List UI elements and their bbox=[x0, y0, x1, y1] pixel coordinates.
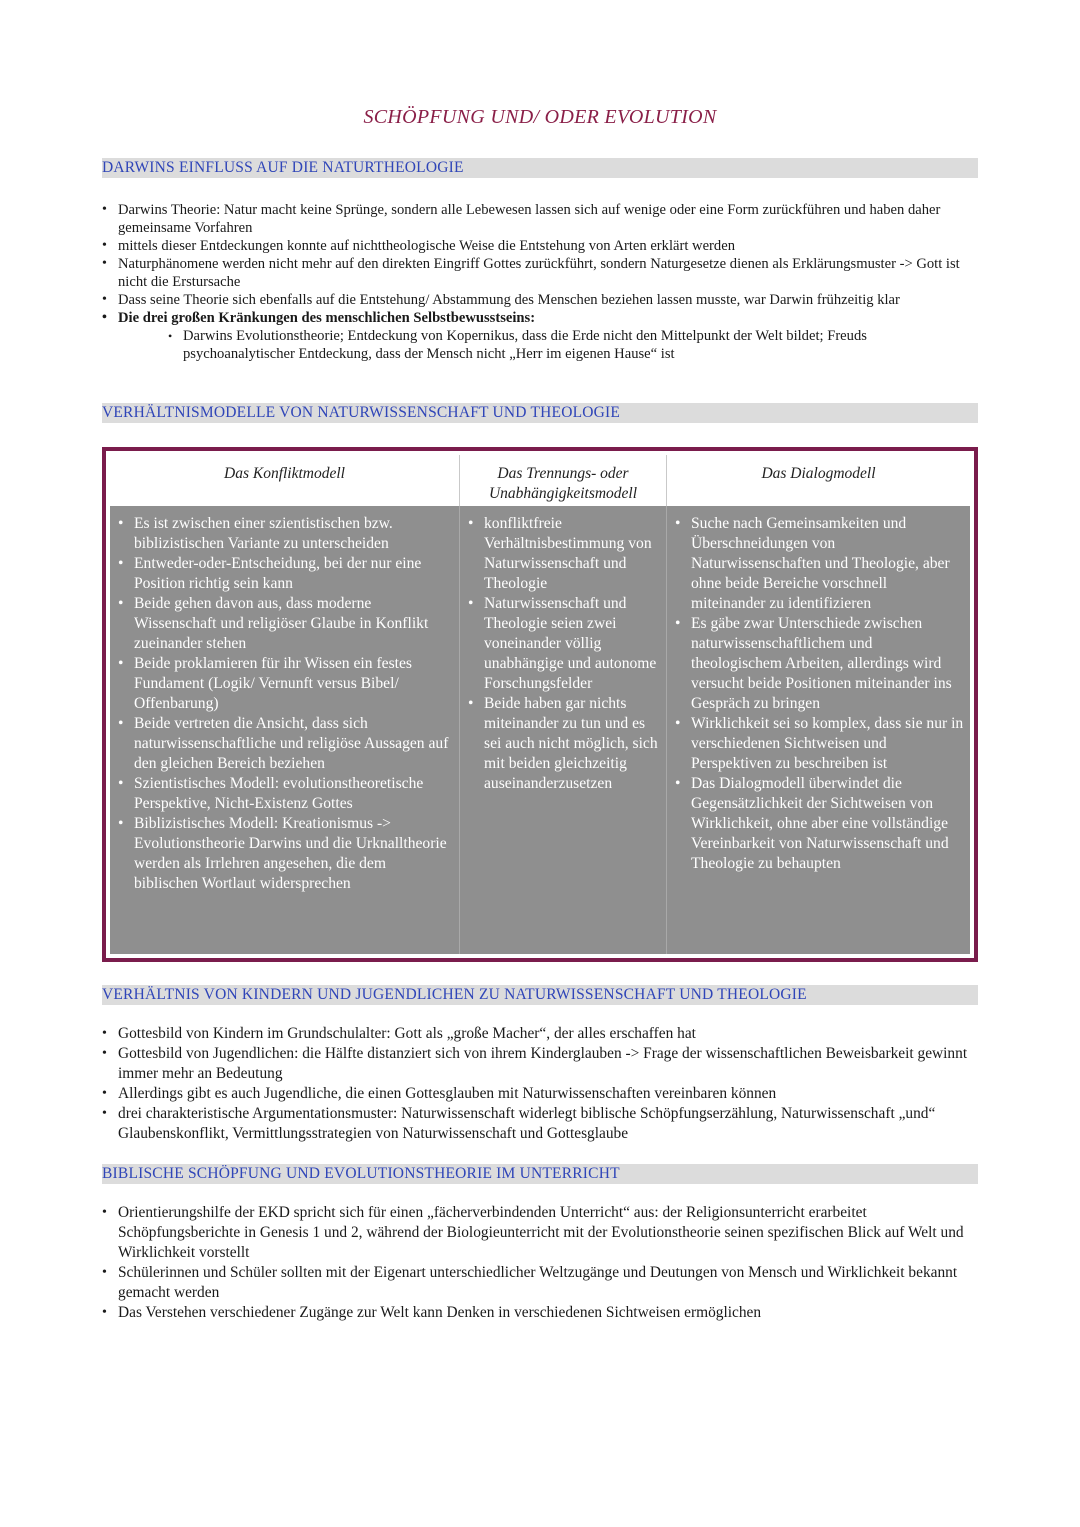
list-item: • mittels dieser Entdeckungen konnte auf nichttheologische Weise die Entstehung von Arten erklärt werden bbox=[102, 237, 978, 255]
cell-dialog-model bbox=[667, 506, 970, 954]
list-item: • Das Dialogmodell überwindet die Gegensätzlichkeit der Sichtweisen von Wirklichkeit, ohne aber eine vollständige Vereinbarkeit von Naturwissenschaft und Theologie zu behaupten bbox=[673, 774, 964, 874]
header-conflict-model: Das Konfliktmodell bbox=[110, 455, 460, 506]
list-item: • Wirklichkeit sei so komplex, dass sie nur in verschiedenen Sichtweisen und Perspektiven zu beschreiben ist bbox=[673, 714, 964, 774]
list-item: • Beide proklamieren für ihr Wissen ein festes Fundament (Logik/ Vernunft versus Bibel/ Offenbarung) bbox=[116, 654, 453, 714]
list-item: • Entweder-oder-Entscheidung, bei der nur eine Position richtig sein kann bbox=[116, 554, 453, 594]
page-title: SCHÖPFUNG UND/ ODER EVOLUTION bbox=[363, 106, 717, 128]
list-item: • Naturphänomene werden nicht mehr auf den direkten Eingriff Gottes zurückführt, sondern Naturgesetze dienen als Erklärungsmuster -> Gott ist nicht die Erstursache bbox=[102, 255, 978, 291]
list-item: • Gottesbild von Kindern im Grundschulalter: Gott als „große Macher“, der alles erschaffen hat bbox=[102, 1024, 978, 1044]
list-item: • Orientierungshilfe der EKD spricht sich für einen „fächerverbindenden Unterricht“ aus: der Religionsunterricht erarbeitet Schöpfungsberichte in Genesis 1 und 2, während der Biologieunterricht mit der Evolutionstheorie seinen spezifischen Blick auf Welt und Wirklichkeit vorstellt bbox=[102, 1203, 978, 1263]
sub-bullet-list bbox=[118, 327, 978, 363]
list-item: • Schülerinnen und Schüler sollten mit der Eigenart unterschiedlicher Weltzugänge und Deutungen von Mensch und Wirklichkeit bekannt gemacht werden bbox=[102, 1263, 978, 1303]
list-item: • Beide vertreten die Ansicht, dass sich naturwissenschaftliche und religiöse Aussagen auf den gleichen Bereich beziehen bbox=[116, 714, 453, 774]
list-item: • Allerdings gibt es auch Jugendliche, die einen Gottesglauben mit Naturwissenschaften vereinbaren können bbox=[102, 1084, 978, 1104]
list-item: • Dass seine Theorie sich ebenfalls auf die Entstehung/ Abstammung des Menschen beziehen lassen musste, war Darwin frühzeitig klar bbox=[102, 291, 978, 309]
section-heading-youth: VERHÄLTNIS VON KINDERN UND JUGENDLICHEN ZU NATURWISSENSCHAFT UND THEOLOGIE bbox=[102, 985, 978, 1005]
list-item: • Biblizistisches Modell: Kreationismus -> Evolutionstheorie Darwins und die Urknalltheorie werden als Irrlehren angesehen, die dem biblischen Wortlaut widersprechen bbox=[116, 814, 453, 894]
list-item: • Es gäbe zwar Unterschiede zwischen naturwissenschaftlichem und theologischem Arbeiten, allerdings wird versucht beide Positionen miteinander ins Gespräch zu bringen bbox=[673, 614, 964, 714]
cell-separation-model bbox=[460, 506, 667, 954]
list-item: • Suche nach Gemeinsamkeiten und Überschneidungen von Naturwissenschaften und Theologie, aber ohne beide Bereiche vorschnell miteinander zu identifizieren bbox=[673, 514, 964, 614]
models-table-header bbox=[110, 455, 970, 506]
header-dialog-model: Das Dialogmodell bbox=[761, 465, 876, 482]
section-heading-teaching: BIBLISCHE SCHÖPFUNG UND EVOLUTIONSTHEORIE IM UNTERRICHT bbox=[102, 1164, 978, 1184]
list-item-label: Die drei großen Kränkungen des menschlichen Selbstbewusstseins: bbox=[118, 310, 536, 326]
section-heading-models: VERHÄLTNISMODELLE VON NATURWISSENSCHAFT UND THEOLOGIE bbox=[102, 403, 978, 423]
models-table-body bbox=[110, 506, 970, 954]
header-separation-model: Das Trennungs- oder Unabhängigkeitsmodell bbox=[460, 455, 667, 506]
list-item: • Gottesbild von Jugendlichen: die Hälfte distanziert sich von ihrem Kinderglauben -> Frage der wissenschaftlichen Beweisbarkeit gewinnt immer mehr an Bedeutung bbox=[102, 1044, 978, 1084]
bullet-list-youth bbox=[102, 1024, 978, 1144]
list-item: • Es ist zwischen einer szientistischen bzw. biblizistischen Variante zu unterscheiden bbox=[116, 514, 453, 554]
models-table bbox=[102, 447, 978, 962]
list-item: • Das Verstehen verschiedener Zugänge zur Welt kann Denken in verschiedenen Sichtweisen ermöglichen bbox=[102, 1303, 978, 1323]
list-item: • Naturwissenschaft und Theologie seien zwei voneinander völlig unabhängige und autonome Forschungsfelder bbox=[466, 594, 660, 694]
section-heading-darwin: DARWINS EINFLUSS AUF DIE NATURTHEOLOGIE bbox=[102, 158, 978, 178]
list-item: • Beide haben gar nichts miteinander zu tun und es sei auch nicht möglich, sich mit beiden gleichzeitig auseinanderzusetzen bbox=[466, 694, 660, 794]
cell-conflict-model bbox=[110, 506, 460, 954]
bullet-list-darwin bbox=[102, 201, 978, 363]
bullet-list-teaching bbox=[102, 1203, 978, 1323]
list-item: • drei charakteristische Argumentationsmuster: Naturwissenschaft widerlegt biblische Schöpfungserzählung, Naturwissenschaft „und“ Glaubenskonflikt, Vermittlungsstrategien von Naturwissenschaft und Gottesglaube bbox=[102, 1104, 978, 1144]
list-item: • Szientistisches Modell: evolutionstheoretische Perspektive, Nicht-Existenz Gottes bbox=[116, 774, 453, 814]
list-item: • Darwins Theorie: Natur macht keine Sprünge, sondern alle Lebewesen lassen sich auf wenige oder eine Form zurückführen und haben daher gemeinsame Vorfahren bbox=[102, 201, 978, 237]
list-item: • konfliktfreie Verhältnisbestimmung von Naturwissenschaft und Theologie bbox=[466, 514, 660, 594]
list-item: • Beide gehen davon aus, dass moderne Wissenschaft und religiöser Glaube in Konflikt zueinander stehen bbox=[116, 594, 453, 654]
list-item bbox=[102, 309, 978, 363]
sub-list-item: • Darwins Evolutionstheorie; Entdeckung von Kopernikus, dass die Erde nicht den Mittelpunkt der Welt bildet; Freuds psychoanalytischer Entdeckung, dass der Mensch nicht „Herr im eigenen Hause“ ist bbox=[168, 327, 978, 363]
